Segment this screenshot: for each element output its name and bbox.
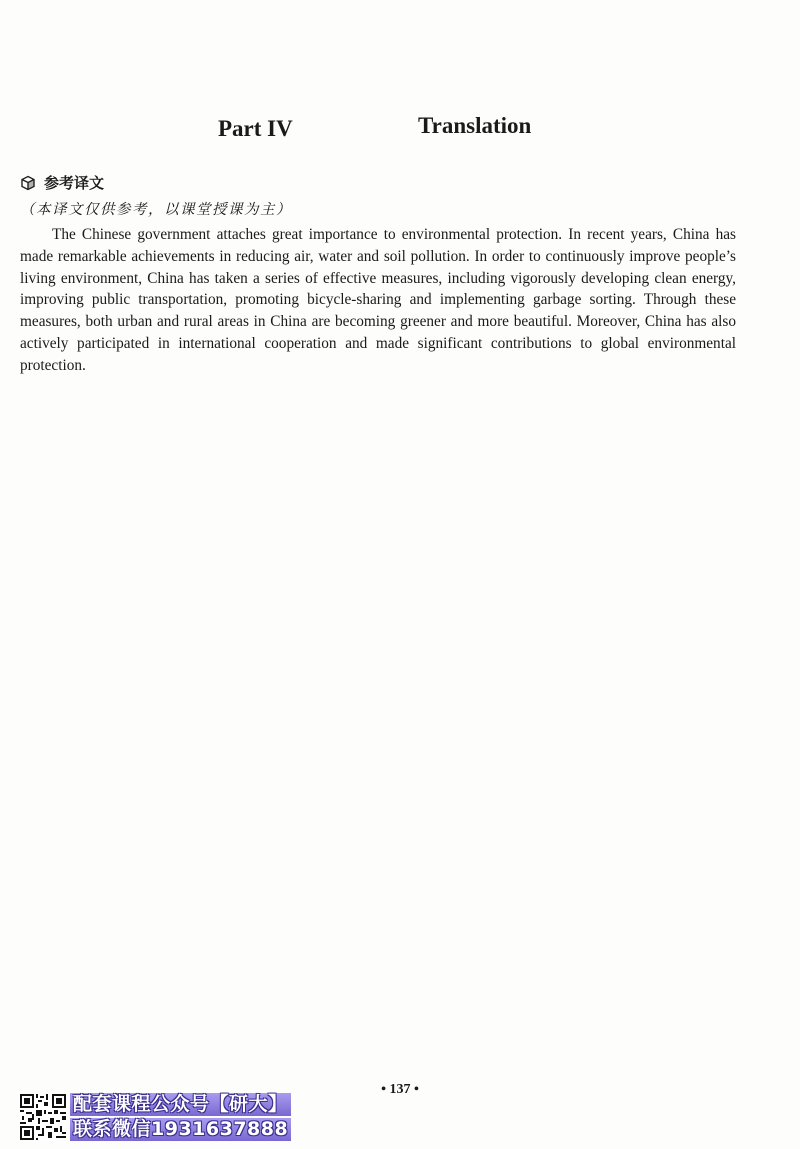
translation-note: （本译文仅供参考，以课堂授课为主） (20, 202, 292, 218)
section-heading (0, 113, 800, 148)
part-label: Part IV (218, 116, 293, 141)
page-number: • 137 • (381, 1082, 419, 1097)
cube-icon (20, 175, 36, 191)
watermark-line-1: 配套课程公众号【研大】 (70, 1093, 291, 1116)
section-title: Translation (418, 113, 532, 138)
watermark (20, 1092, 291, 1142)
qr-code-icon (20, 1094, 66, 1140)
translation-paragraph: The Chinese government attaches great importance to environmental protection. In recent years, China has made remarkable achievements in reducing air, water and soil pollution. In order to continuously improve people’s living environment, China has taken a series of effective measures, including vigorously developing clean energy, improving public transportation, promoting bicycle-sharing and implementing garbage sorting. Through these measures, both urban and rural areas in China are becoming greener and more beautiful. Moreover, China has also actively participated in international cooperation and made significant contributions to global environmental protection. (20, 226, 736, 374)
reference-label-text: 参考译文 (44, 174, 105, 192)
watermark-text (70, 1093, 291, 1141)
reference-translation-label (20, 172, 104, 193)
watermark-line-2: 联系微信1931637888 (70, 1118, 291, 1141)
